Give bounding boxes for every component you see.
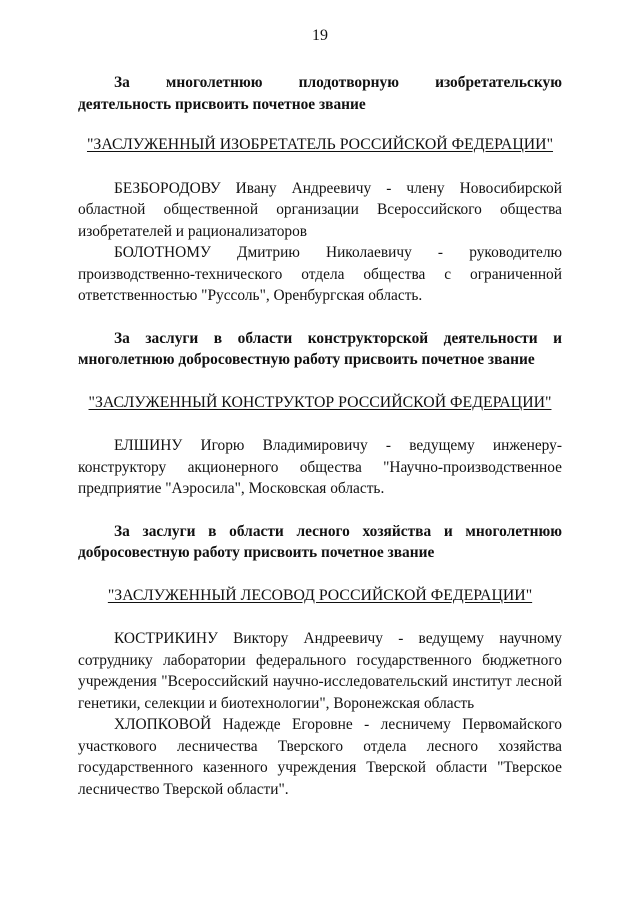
section-intro: За многолетнюю плодотворную изобретательскую деятельность присвоить почетное звание [78,74,562,113]
honorary-title: "ЗАСЛУЖЕННЫЙ ЛЕСОВОД РОССИЙСКОЙ ФЕДЕРАЦИИ" [107,586,533,604]
awardee-entry: БЕЗБОРОДОВУ Ивану Андреевичу - члену Новосибирской областной общественной организации Всероссийского общества изобретателей и рационализаторов [78,179,562,240]
awardee-entry: БОЛОТНОМУ Дмитрию Николаевичу - руководителю производственно-технического отдела общества с ограниченной ответственностью "Руссоль", Оренбургская область. [78,244,562,304]
page-number: 19 [312,27,328,44]
section-intro: За заслуги в области лесного хозяйства и многолетнюю добросовестную работу присвоить почетное звание [78,522,562,561]
awardee-entry: ЕЛШИНУ Игорю Владимировичу - ведущему инженеру-конструктору акционерного общества "Научно-производственное предприятие "Аэросила", Московская область. [78,437,562,497]
honorary-title: "ЗАСЛУЖЕННЫЙ КОНСТРУКТОР РОССИЙСКОЙ ФЕДЕРАЦИИ" [88,393,552,411]
awardee-entry: ХЛОПКОВОЙ Надежде Егоровне - лесничему Первомайского участкового лесничества Тверского отдела лесного хозяйства государственного казенного учреждения Тверской области "Тверское лесничество Тверской области". [78,716,562,798]
honorary-title: "ЗАСЛУЖЕННЫЙ ИЗОБРЕТАТЕЛЬ РОССИЙСКОЙ ФЕДЕРАЦИИ" [86,136,554,153]
awardee-entry: КОСТРИКИНУ Виктору Андреевичу - ведущему научному сотруднику лаборатории федерального государственного бюджетного учреждения "Всероссийский научно-исследовательский институт лесной генетики, селекции и биотехнологии", Воронежская область [78,630,562,712]
award-section-forester [78,521,562,801]
section-intro: За заслуги в области конструкторской деятельности и многолетнюю добросовестную работу присвоить почетное звание [78,329,562,368]
document-body [78,72,562,800]
award-section-inventor [78,72,562,307]
award-section-designer [78,328,562,500]
